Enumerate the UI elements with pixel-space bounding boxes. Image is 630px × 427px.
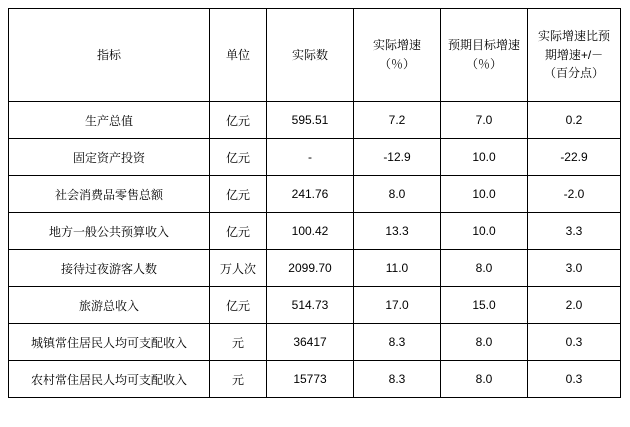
cell-target: 8.0 bbox=[441, 250, 528, 287]
header-growth bbox=[354, 9, 441, 102]
cell-target: 8.0 bbox=[441, 361, 528, 398]
cell-unit: 亿元 bbox=[210, 139, 267, 176]
cell-diff: 3.3 bbox=[528, 213, 621, 250]
cell-growth: 13.3 bbox=[354, 213, 441, 250]
cell-unit: 亿元 bbox=[210, 287, 267, 324]
cell-actual: 514.73 bbox=[267, 287, 354, 324]
header-unit bbox=[210, 9, 267, 102]
table-row bbox=[9, 361, 621, 398]
cell-indicator: 旅游总收入 bbox=[9, 287, 210, 324]
cell-actual: 241.76 bbox=[267, 176, 354, 213]
cell-actual: - bbox=[267, 139, 354, 176]
header-target bbox=[441, 9, 528, 102]
header-indicator bbox=[9, 9, 210, 102]
table-row bbox=[9, 139, 621, 176]
cell-indicator: 农村常住居民人均可支配收入 bbox=[9, 361, 210, 398]
cell-diff: 0.3 bbox=[528, 324, 621, 361]
cell-growth: 7.2 bbox=[354, 102, 441, 139]
header-actual bbox=[267, 9, 354, 102]
header-indicator-line1: 指标 bbox=[96, 47, 121, 62]
table-row bbox=[9, 324, 621, 361]
cell-target: 15.0 bbox=[441, 287, 528, 324]
cell-diff: 0.2 bbox=[528, 102, 621, 139]
table-header bbox=[9, 9, 621, 102]
cell-actual: 595.51 bbox=[267, 102, 354, 139]
header-unit-line1: 单位 bbox=[225, 47, 250, 62]
header-growth-line2: （％） bbox=[378, 57, 415, 71]
header-diff-line1: 实际增速比预 bbox=[537, 29, 610, 44]
header-target-line1: 预期目标增速 bbox=[447, 38, 520, 53]
statistics-sheet bbox=[8, 8, 614, 398]
cell-diff: 3.0 bbox=[528, 250, 621, 287]
cell-unit: 亿元 bbox=[210, 176, 267, 213]
cell-diff: 2.0 bbox=[528, 287, 621, 324]
header-diff bbox=[528, 9, 621, 102]
header-growth-line1: 实际增速 bbox=[372, 38, 421, 53]
cell-unit: 万人次 bbox=[210, 250, 267, 287]
table-row bbox=[9, 287, 621, 324]
cell-growth: 8.3 bbox=[354, 324, 441, 361]
cell-target: 7.0 bbox=[441, 102, 528, 139]
cell-growth: 17.0 bbox=[354, 287, 441, 324]
header-actual-line1: 实际数 bbox=[291, 47, 328, 62]
table-row bbox=[9, 213, 621, 250]
cell-target: 10.0 bbox=[441, 213, 528, 250]
cell-actual: 15773 bbox=[267, 361, 354, 398]
table-row bbox=[9, 250, 621, 287]
cell-target: 10.0 bbox=[441, 176, 528, 213]
header-diff-line2: 期增速+/－ bbox=[544, 47, 604, 62]
cell-target: 8.0 bbox=[441, 324, 528, 361]
header-row bbox=[9, 9, 621, 102]
table-row bbox=[9, 102, 621, 139]
cell-indicator: 社会消费品零售总额 bbox=[9, 176, 210, 213]
table-row bbox=[9, 176, 621, 213]
header-target-line2: （％） bbox=[465, 57, 502, 71]
cell-growth: 8.0 bbox=[354, 176, 441, 213]
cell-growth: -12.9 bbox=[354, 139, 441, 176]
cell-indicator: 固定资产投资 bbox=[9, 139, 210, 176]
cell-indicator: 地方一般公共预算收入 bbox=[9, 213, 210, 250]
cell-unit: 元 bbox=[210, 361, 267, 398]
cell-unit: 元 bbox=[210, 324, 267, 361]
statistics-table bbox=[8, 8, 621, 398]
cell-indicator: 生产总值 bbox=[9, 102, 210, 139]
cell-actual: 2099.70 bbox=[267, 250, 354, 287]
cell-diff: -22.9 bbox=[528, 139, 621, 176]
cell-growth: 8.3 bbox=[354, 361, 441, 398]
cell-target: 10.0 bbox=[441, 139, 528, 176]
cell-diff: -2.0 bbox=[528, 176, 621, 213]
cell-growth: 11.0 bbox=[354, 250, 441, 287]
cell-unit: 亿元 bbox=[210, 102, 267, 139]
cell-indicator: 接待过夜游客人数 bbox=[9, 250, 210, 287]
cell-diff: 0.3 bbox=[528, 361, 621, 398]
table-body bbox=[9, 102, 621, 398]
header-diff-line3: （百分点） bbox=[543, 66, 604, 81]
cell-actual: 36417 bbox=[267, 324, 354, 361]
cell-unit: 亿元 bbox=[210, 213, 267, 250]
cell-actual: 100.42 bbox=[267, 213, 354, 250]
cell-indicator: 城镇常住居民人均可支配收入 bbox=[9, 324, 210, 361]
